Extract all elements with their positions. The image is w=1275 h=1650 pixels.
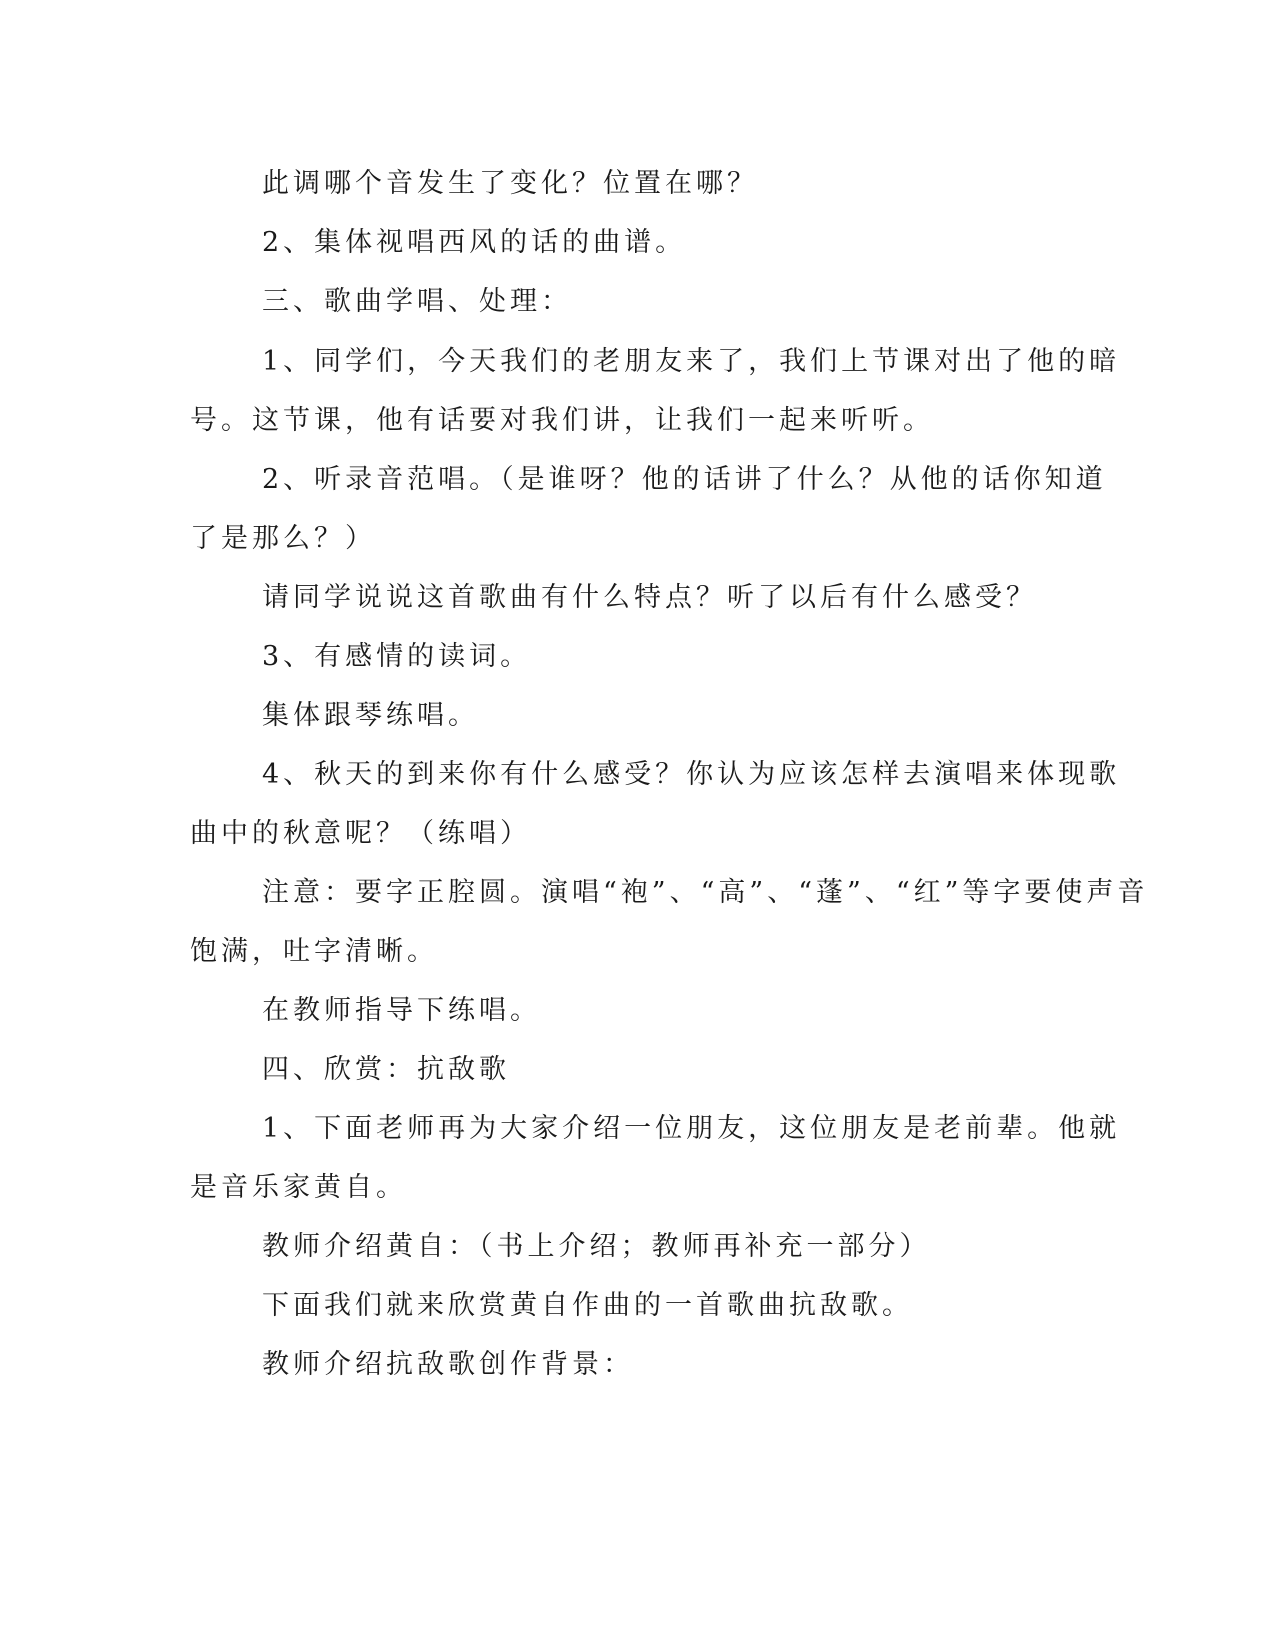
text-line: 是音乐家黄自。 <box>190 1172 407 1203</box>
text-line: 号。这节课，他有话要对我们讲，让我们一起来听听。 <box>190 405 934 436</box>
text-line: 1、同学们，今天我们的老朋友来了，我们上节课对出了他的暗 <box>262 346 1121 377</box>
text-line: 请同学说说这首歌曲有什么特点？听了以后有什么感受？ <box>262 582 1037 613</box>
text-line: 此调哪个音发生了变化？位置在哪？ <box>262 168 758 199</box>
text-line: 3、有感情的读词。 <box>262 641 532 672</box>
text-line: 曲中的秋意呢？（练唱） <box>190 818 531 849</box>
text-line: 注意：要字正腔圆。演唱“袍”、“高”、“蓬”、“红”等字要使声音 <box>262 877 1149 908</box>
text-line: 教师介绍抗敌歌创作背景： <box>262 1349 634 1380</box>
text-line: 2、听录音范唱。（是谁呀？他的话讲了什么？从他的话你知道 <box>262 464 1107 495</box>
text-line: 1、下面老师再为大家介绍一位朋友，这位朋友是老前辈。他就 <box>262 1113 1121 1144</box>
text-line: 在教师指导下练唱。 <box>262 995 541 1026</box>
text-line: 教师介绍黄自：（书上介绍；教师再补充一部分） <box>262 1231 931 1262</box>
text-line: 饱满，吐字清晰。 <box>190 936 438 967</box>
text-line: 集体跟琴练唱。 <box>262 700 479 731</box>
text-line: 了是那么？） <box>190 523 376 554</box>
text-line: 4、秋天的到来你有什么感受？你认为应该怎样去演唱来体现歌 <box>262 759 1121 790</box>
section-heading: 三、歌曲学唱、处理： <box>262 286 572 317</box>
section-heading: 四、欣赏：抗敌歌 <box>262 1054 510 1085</box>
text-line: 下面我们就来欣赏黄自作曲的一首歌曲抗敌歌。 <box>262 1290 913 1321</box>
text-line: 2、集体视唱西风的话的曲谱。 <box>262 227 687 258</box>
